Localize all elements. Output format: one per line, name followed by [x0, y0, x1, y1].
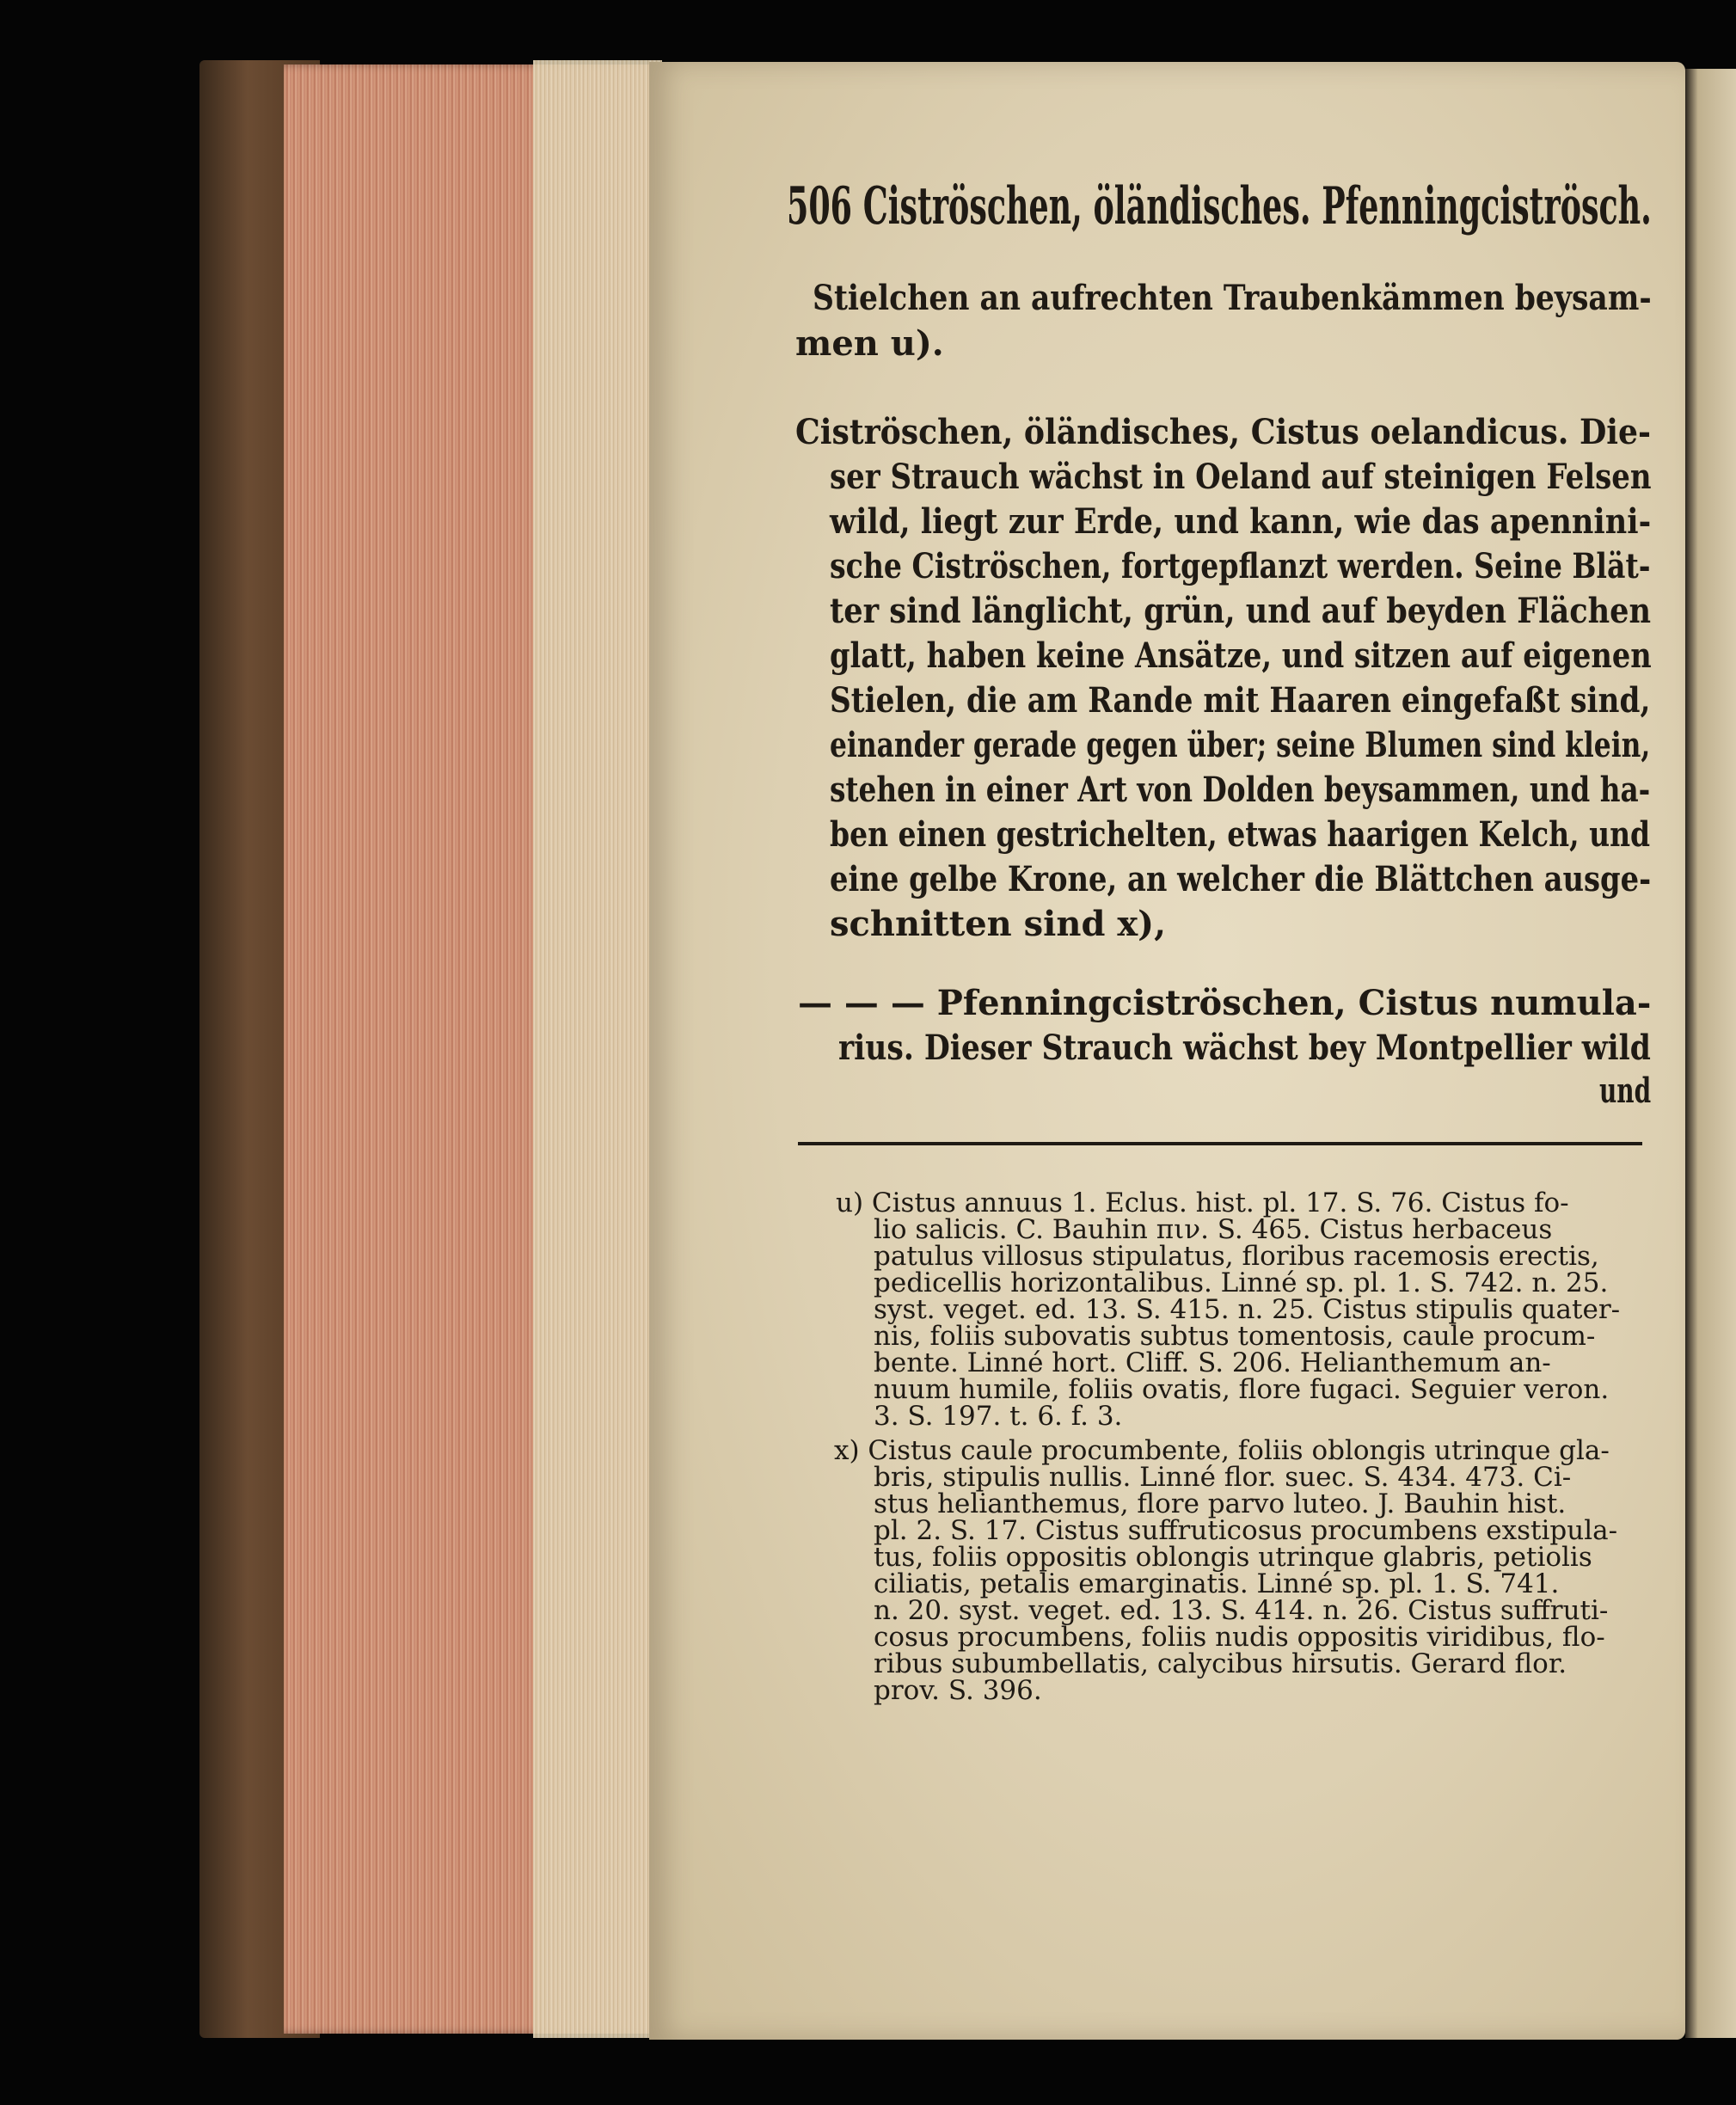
entry-oelandicus-line: wild, liegt zur Erde, und kann, wie das apennini-: [830, 501, 1652, 542]
entry-oelandicus-line: glatt, haben keine Ansätze, und sitzen auf eigenen: [830, 635, 1652, 676]
footnote-rule: [798, 1142, 1642, 1145]
footnote-u-line: 3. S. 197. t. 6. f. 3.: [874, 1401, 1123, 1432]
entry-numularius-line: — — — Pfenningciströschen, Cistus numula-: [798, 983, 1652, 1023]
entry-oelandicus-line: sche Ciströschen, fortgepflanzt werden. Seine Blät-: [830, 546, 1651, 586]
footnote-x-line: x) Cistus caule procumbente, foliis oblongis utrinque gla-: [834, 1435, 1610, 1466]
footnote-u-line: syst. veget. ed. 13. S. 415. n. 25. Cistus stipulis quater-: [874, 1294, 1621, 1325]
footnote-x-line: ribus subumbellatis, calycibus hirsutis. Gerard flor.: [874, 1648, 1567, 1679]
footnote-x-line: prov. S. 396.: [874, 1675, 1042, 1706]
footnote-x-line: pl. 2. S. 17. Cistus suffruticosus procumbens exstipula-: [874, 1515, 1618, 1546]
footnote-u-line: bente. Linné hort. Cliff. S. 206. Helianthemum an-: [874, 1347, 1551, 1378]
footnote-u-line: nuum humile, foliis ovatis, flore fugaci. Seguier veron.: [874, 1374, 1610, 1405]
footnote-u-line: nis, foliis subovatis subtus tomentosis, caule procum-: [874, 1321, 1596, 1352]
running-title: Ciströschen, öländisches. Pfenningciströsch.: [862, 176, 1652, 236]
footnote-u-line: lio salicis. C. Bauhin πιν. S. 465. Cistus herbaceus: [874, 1214, 1553, 1245]
entry-oelandicus-line: ben einen gestrichelten, etwas haarigen Kelch, und: [830, 814, 1651, 855]
running-header: [787, 176, 1652, 236]
entry-oelandicus-line: Stielen, die am Rande mit Haaren eingefaßt sind,: [830, 680, 1651, 721]
page-number: 506: [787, 176, 853, 236]
footnote-x-line: cosus procumbens, foliis nudis oppositis viridibus, flo-: [874, 1622, 1605, 1653]
entry-oelandicus-line: einander gerade gegen über; seine Blumen sind klein,: [830, 725, 1651, 765]
footnote-x-line: tus, foliis oppositis oblongis utrinque glabris, petiolis: [874, 1542, 1592, 1573]
entry-oelandicus-line: eine gelbe Krone, an welcher die Blättchen ausge-: [830, 859, 1652, 899]
continuation-line: men u).: [795, 323, 944, 364]
footnote-x-line: n. 20. syst. veget. ed. 13. S. 414. n. 26. Cistus suffruti-: [874, 1595, 1609, 1626]
footnote-x-line: bris, stipulis nullis. Linné flor. suec. S. 434. 473. Ci-: [874, 1462, 1572, 1493]
entry-numularius-line: rius. Dieser Strauch wächst bey Montpellier wild: [838, 1028, 1651, 1068]
page-edge-light: [533, 60, 662, 2038]
footnote-u-line: u) Cistus annuus 1. Eclus. hist. pl. 17. S. 76. Cistus fo-: [836, 1188, 1569, 1218]
footnote-x-line: stus helianthemus, flore parvo luteo. J. Bauhin hist.: [874, 1488, 1567, 1519]
adjacent-page: [1685, 69, 1736, 2038]
footnote-u-line: patulus villosus stipulatus, floribus racemosis erectis,: [874, 1241, 1599, 1272]
entry-oelandicus-line: Ciströschen, öländisches, Cistus oelandicus. Die-: [795, 412, 1652, 452]
entry-oelandicus-line: ter sind länglicht, grün, und auf beyden Flächen: [830, 591, 1652, 631]
entry-oelandicus-line: schnitten sind x),: [830, 904, 1167, 944]
entry-oelandicus-line: stehen in einer Art von Dolden beysammen, und ha-: [830, 770, 1651, 810]
entry-oelandicus-line: ser Strauch wächst in Oeland auf steinigen Felsen: [830, 457, 1652, 497]
continuation-line: Stielchen an aufrechten Traubenkämmen beysam-: [813, 278, 1652, 318]
footnote-x-line: ciliatis, petalis emarginatis. Linné sp. pl. 1. S. 741.: [874, 1568, 1560, 1599]
catchword: und: [1599, 1071, 1652, 1111]
footnote-u-line: pedicellis horizontalibus. Linné sp. pl. 1. S. 742. n. 25.: [874, 1267, 1609, 1298]
